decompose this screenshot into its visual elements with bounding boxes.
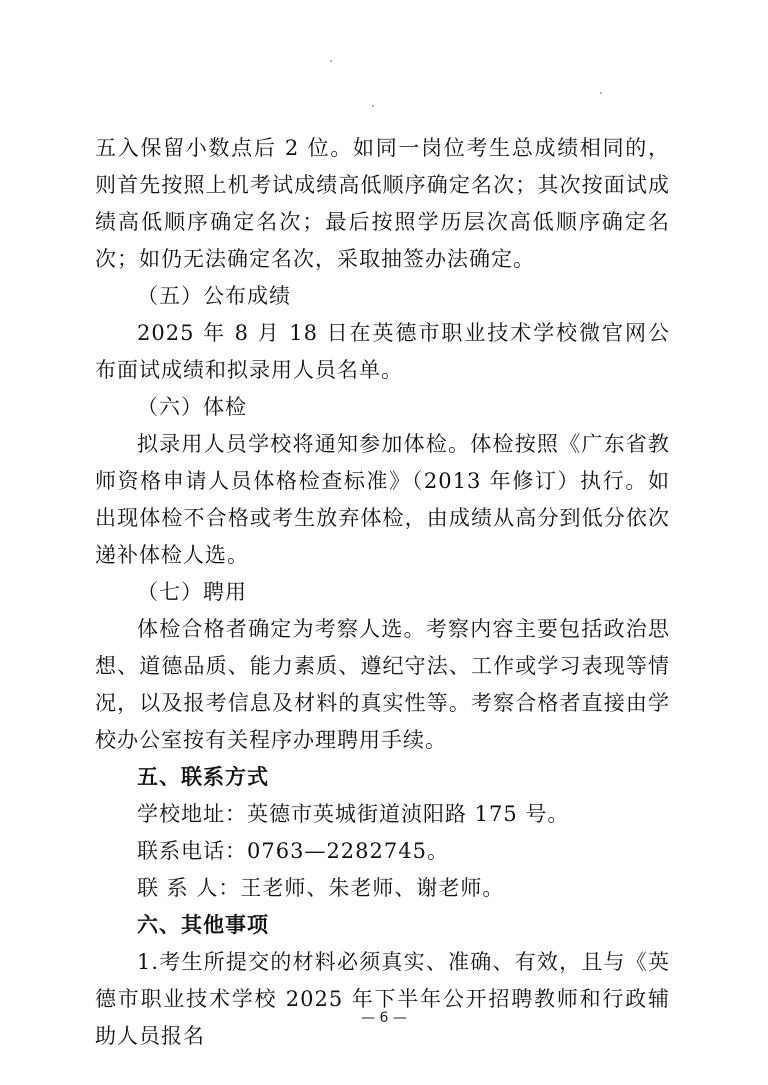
contact-person: 联 系 人：王老师、朱老师、谢老师。 xyxy=(137,876,505,900)
scan-speck xyxy=(330,60,332,62)
subheading-employment: （七）聘用 xyxy=(137,580,247,604)
document-body xyxy=(95,130,670,1055)
page-number: — 6 — xyxy=(361,1010,407,1026)
contact-phone: 联系电话：0763—2282745。 xyxy=(137,839,449,863)
paragraph-other-matters-1: 1.考生所提交的材料必须真实、准确、有效，且与《英德市职业技术学校 2025 年下半年公开招聘教师和行政辅助人员报名 xyxy=(95,950,670,1048)
section-heading-other-matters: 六、其他事项 xyxy=(137,913,269,937)
section-heading-contact: 五、联系方式 xyxy=(137,765,269,789)
paragraph-ranking-rules: 五入保留小数点后 2 位。如同一岗位考生总成绩相同的，则首先按照上机考试成绩高低顺序确定名次；其次按面试成绩高低顺序确定名次；最后按照学历层次高低顺序确定名次；如仍无法确定名次，采取抽签办法确定。 xyxy=(95,136,670,271)
scan-speck xyxy=(372,105,374,107)
paragraph-physical-exam: 拟录用人员学校将通知参加体检。体检按照《广东省教师资格申请人员体格检查标准》（2013 年修订）执行。如出现体检不合格或考生放弃体检，由成绩从高分到低分依次递补体检人选。 xyxy=(95,432,670,567)
subheading-publish-scores: （五）公布成绩 xyxy=(137,284,291,308)
scan-speck xyxy=(600,92,602,94)
paragraph-employment: 体检合格者确定为考察人选。考察内容主要包括政治思想、道德品质、能力素质、遵纪守法、工作或学习表现等情况，以及报考信息及材料的真实性等。考察合格者直接由学校办公室按有关程序办理聘用手续。 xyxy=(95,617,670,752)
subheading-physical-exam: （六）体检 xyxy=(137,395,247,419)
paragraph-publish-scores: 2025 年 8 月 18 日在英德市职业技术学校微官网公布面试成绩和拟录用人员名单。 xyxy=(95,321,670,382)
contact-address: 学校地址：英德市英城街道浈阳路 175 号。 xyxy=(137,802,570,826)
